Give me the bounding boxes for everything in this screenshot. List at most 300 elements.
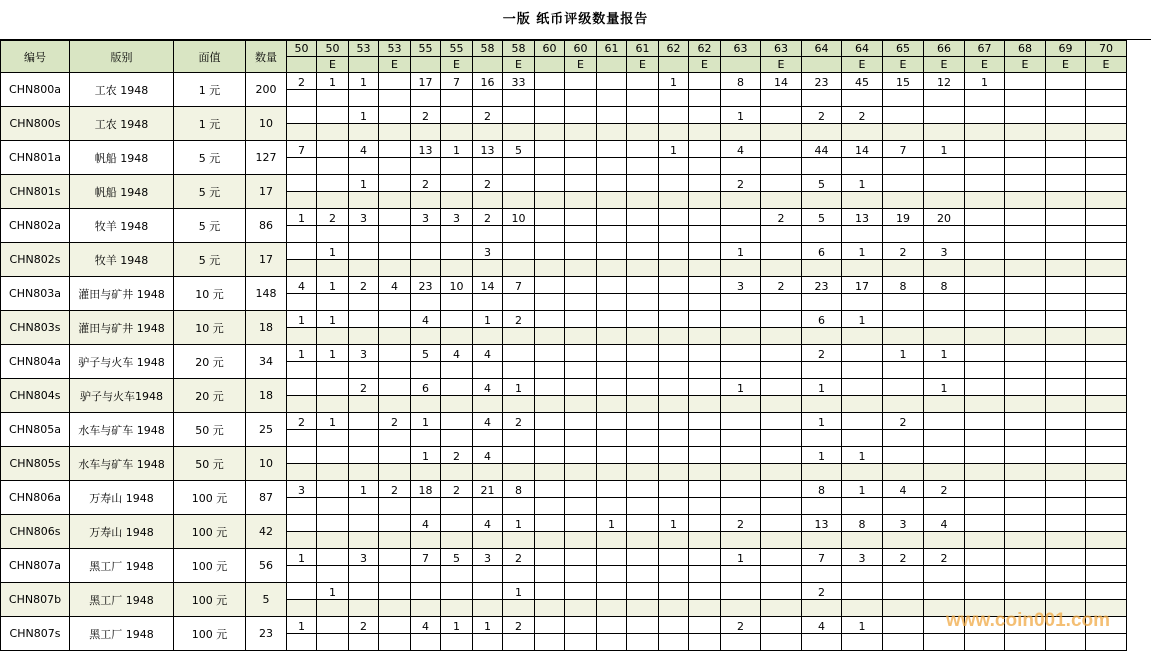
empty-cell xyxy=(802,600,842,617)
empty-cell xyxy=(441,430,473,447)
grade-cell xyxy=(627,413,659,430)
grade-cell xyxy=(883,617,924,634)
grade-cell xyxy=(565,175,597,192)
empty-cell xyxy=(627,430,659,447)
empty-cell xyxy=(965,566,1005,583)
report-title-bar xyxy=(0,0,1151,40)
grade-cell: 3 xyxy=(883,515,924,532)
empty-cell xyxy=(535,396,565,413)
empty-cell xyxy=(503,90,535,107)
grade-cell xyxy=(689,379,721,396)
grade-cell: 3 xyxy=(411,209,441,226)
grade-cell: 1 xyxy=(287,311,317,328)
empty-cell xyxy=(924,362,965,379)
empty-cell xyxy=(597,192,627,209)
grade-cell xyxy=(1005,583,1046,600)
empty-cell xyxy=(1046,328,1086,345)
empty-cell xyxy=(924,396,965,413)
cell-variety: 黑工厂 1948 xyxy=(70,583,174,617)
grade-suffix xyxy=(721,57,761,73)
empty-cell xyxy=(689,192,721,209)
grade-cell xyxy=(597,209,627,226)
cell-variety: 万寿山 1948 xyxy=(70,481,174,515)
grade-cell: 2 xyxy=(924,481,965,498)
grade-header: 70 xyxy=(1086,41,1127,57)
empty-cell xyxy=(473,430,503,447)
empty-cell xyxy=(1005,192,1046,209)
empty-cell xyxy=(883,294,924,311)
empty-cell xyxy=(924,464,965,481)
cell-denom: 5 元 xyxy=(174,141,246,175)
grade-cell: 1 xyxy=(317,243,349,260)
empty-cell xyxy=(659,328,689,345)
cell-variety: 黑工厂 1948 xyxy=(70,617,174,651)
empty-cell xyxy=(503,634,535,651)
empty-cell xyxy=(565,90,597,107)
grade-header: 68 xyxy=(1005,41,1046,57)
grade-cell: 4 xyxy=(721,141,761,158)
grade-cell xyxy=(287,515,317,532)
empty-cell xyxy=(1046,226,1086,243)
empty-cell xyxy=(842,566,883,583)
empty-cell xyxy=(761,430,802,447)
table-row xyxy=(1,481,1127,498)
empty-cell xyxy=(565,600,597,617)
empty-cell xyxy=(503,362,535,379)
cell-count: 18 xyxy=(246,311,287,345)
grade-cell: 7 xyxy=(441,73,473,90)
grade-cell: 1 xyxy=(441,141,473,158)
grade-cell xyxy=(565,141,597,158)
empty-cell xyxy=(565,464,597,481)
grade-cell xyxy=(1086,515,1127,532)
grade-suffix xyxy=(802,57,842,73)
cell-code: CHN800a xyxy=(1,73,70,107)
cell-code: CHN806a xyxy=(1,481,70,515)
empty-cell xyxy=(411,600,441,617)
empty-cell xyxy=(349,294,379,311)
empty-cell xyxy=(965,328,1005,345)
empty-cell xyxy=(842,328,883,345)
grade-cell xyxy=(379,379,411,396)
empty-cell xyxy=(883,158,924,175)
grade-cell xyxy=(659,549,689,566)
empty-cell xyxy=(535,192,565,209)
grade-cell xyxy=(565,413,597,430)
grade-cell: 7 xyxy=(411,549,441,566)
grade-cell: 1 xyxy=(659,73,689,90)
table-row xyxy=(1,209,1127,226)
grade-cell xyxy=(535,447,565,464)
grade-cell xyxy=(597,447,627,464)
grade-cell xyxy=(1046,141,1086,158)
grade-header: 60 xyxy=(535,41,565,57)
empty-cell xyxy=(761,124,802,141)
grade-cell: 1 xyxy=(317,583,349,600)
empty-cell xyxy=(535,328,565,345)
grade-cell xyxy=(627,175,659,192)
empty-cell xyxy=(287,158,317,175)
cell-count: 56 xyxy=(246,549,287,583)
grade-cell: 14 xyxy=(842,141,883,158)
grade-cell xyxy=(597,413,627,430)
empty-cell xyxy=(802,226,842,243)
empty-cell xyxy=(441,158,473,175)
empty-cell xyxy=(659,294,689,311)
cell-variety: 帆船 1948 xyxy=(70,175,174,209)
empty-cell xyxy=(379,362,411,379)
grade-cell xyxy=(761,175,802,192)
grade-cell: 4 xyxy=(473,413,503,430)
grade-suffix: E xyxy=(1005,57,1046,73)
grade-cell: 7 xyxy=(503,277,535,294)
empty-cell xyxy=(802,328,842,345)
empty-cell xyxy=(411,192,441,209)
empty-cell xyxy=(721,124,761,141)
grade-cell xyxy=(1046,107,1086,124)
grade-cell: 2 xyxy=(287,413,317,430)
cell-variety: 水车与矿车 1948 xyxy=(70,447,174,481)
grade-cell xyxy=(1005,379,1046,396)
grade-cell: 2 xyxy=(349,277,379,294)
grade-cell xyxy=(627,549,659,566)
empty-cell xyxy=(379,294,411,311)
empty-cell xyxy=(761,158,802,175)
empty-cell xyxy=(317,532,349,549)
grade-cell: 12 xyxy=(924,73,965,90)
grade-cell xyxy=(965,107,1005,124)
grade-suffix: E xyxy=(379,57,411,73)
grade-header: 58 xyxy=(473,41,503,57)
cell-denom: 100 元 xyxy=(174,549,246,583)
grade-cell xyxy=(379,515,411,532)
grade-cell: 1 xyxy=(842,175,883,192)
grade-cell xyxy=(883,107,924,124)
empty-cell xyxy=(597,328,627,345)
grade-cell xyxy=(1005,345,1046,362)
empty-cell xyxy=(1086,124,1127,141)
grade-header: 55 xyxy=(441,41,473,57)
grade-cell xyxy=(659,379,689,396)
grade-cell: 4 xyxy=(379,277,411,294)
grade-cell: 1 xyxy=(287,345,317,362)
cell-denom: 100 元 xyxy=(174,583,246,617)
grade-cell: 3 xyxy=(349,209,379,226)
empty-cell xyxy=(1046,362,1086,379)
cell-count: 34 xyxy=(246,345,287,379)
grade-cell xyxy=(965,379,1005,396)
cell-denom: 5 元 xyxy=(174,243,246,277)
empty-cell xyxy=(965,362,1005,379)
grade-cell xyxy=(317,447,349,464)
empty-cell xyxy=(689,600,721,617)
grade-cell xyxy=(535,73,565,90)
empty-cell xyxy=(965,532,1005,549)
empty-cell xyxy=(721,634,761,651)
empty-cell xyxy=(689,464,721,481)
table-row xyxy=(1,515,1127,532)
grade-cell xyxy=(597,243,627,260)
grade-cell: 4 xyxy=(924,515,965,532)
grade-cell xyxy=(627,447,659,464)
grade-cell: 3 xyxy=(924,243,965,260)
grade-cell xyxy=(842,583,883,600)
grade-cell xyxy=(761,243,802,260)
grade-cell: 5 xyxy=(802,209,842,226)
grade-cell xyxy=(503,107,535,124)
empty-cell xyxy=(473,226,503,243)
grade-cell xyxy=(965,277,1005,294)
grade-cell: 14 xyxy=(761,73,802,90)
empty-cell xyxy=(441,566,473,583)
empty-cell xyxy=(883,124,924,141)
empty-cell xyxy=(473,294,503,311)
grade-cell xyxy=(1086,209,1127,226)
empty-cell xyxy=(802,532,842,549)
grade-cell xyxy=(1086,447,1127,464)
grade-cell: 4 xyxy=(287,277,317,294)
grade-cell xyxy=(1005,141,1046,158)
grade-cell xyxy=(287,447,317,464)
grade-cell: 1 xyxy=(924,141,965,158)
grade-cell xyxy=(379,345,411,362)
grade-cell xyxy=(689,447,721,464)
grade-cell: 4 xyxy=(349,141,379,158)
cell-variety: 灌田与矿井 1948 xyxy=(70,311,174,345)
grade-cell: 2 xyxy=(503,549,535,566)
grade-cell: 1 xyxy=(317,73,349,90)
grade-cell xyxy=(317,481,349,498)
empty-cell xyxy=(1086,192,1127,209)
grade-cell: 5 xyxy=(503,141,535,158)
empty-cell xyxy=(535,90,565,107)
empty-cell xyxy=(802,294,842,311)
empty-cell xyxy=(689,498,721,515)
grade-cell xyxy=(965,481,1005,498)
empty-cell xyxy=(1046,192,1086,209)
grade-cell xyxy=(1086,73,1127,90)
grade-cell xyxy=(924,447,965,464)
empty-cell xyxy=(627,90,659,107)
grade-cell xyxy=(441,515,473,532)
grade-cell xyxy=(535,311,565,328)
grade-cell xyxy=(965,583,1005,600)
grade-cell: 1 xyxy=(842,617,883,634)
empty-cell xyxy=(689,260,721,277)
empty-cell xyxy=(924,90,965,107)
empty-cell xyxy=(721,566,761,583)
grade-cell xyxy=(1005,175,1046,192)
grade-cell xyxy=(689,175,721,192)
table-row xyxy=(1,583,1127,600)
empty-cell xyxy=(441,362,473,379)
empty-cell xyxy=(535,634,565,651)
empty-cell xyxy=(535,158,565,175)
cell-count: 148 xyxy=(246,277,287,311)
grade-cell xyxy=(379,107,411,124)
grade-cell xyxy=(1086,549,1127,566)
header-count: 数量 xyxy=(246,41,287,73)
empty-cell xyxy=(965,464,1005,481)
empty-cell xyxy=(379,158,411,175)
grade-cell: 1 xyxy=(287,549,317,566)
grade-cell xyxy=(287,175,317,192)
grade-header: 53 xyxy=(349,41,379,57)
grade-cell: 3 xyxy=(721,277,761,294)
empty-cell xyxy=(441,328,473,345)
grade-cell: 1 xyxy=(597,515,627,532)
grade-cell xyxy=(721,481,761,498)
grade-cell xyxy=(565,311,597,328)
empty-cell xyxy=(802,396,842,413)
empty-cell xyxy=(689,226,721,243)
empty-cell xyxy=(441,396,473,413)
empty-cell xyxy=(721,158,761,175)
empty-cell xyxy=(1005,90,1046,107)
empty-cell xyxy=(565,430,597,447)
empty-cell xyxy=(659,566,689,583)
cell-denom: 1 元 xyxy=(174,73,246,107)
grade-cell xyxy=(379,583,411,600)
grade-cell xyxy=(883,175,924,192)
empty-cell xyxy=(565,566,597,583)
grade-cell xyxy=(1046,515,1086,532)
empty-cell xyxy=(627,328,659,345)
grade-cell xyxy=(1005,243,1046,260)
grade-cell xyxy=(721,447,761,464)
empty-cell xyxy=(503,430,535,447)
header-code: 编号 xyxy=(1,41,70,73)
grade-cell xyxy=(1046,549,1086,566)
grade-cell xyxy=(761,345,802,362)
empty-cell xyxy=(659,532,689,549)
grade-cell: 2 xyxy=(317,209,349,226)
grade-cell: 8 xyxy=(721,73,761,90)
grade-cell: 2 xyxy=(473,107,503,124)
grade-header: 50 xyxy=(287,41,317,57)
cell-denom: 100 元 xyxy=(174,481,246,515)
grade-cell: 1 xyxy=(317,345,349,362)
grade-cell: 4 xyxy=(411,515,441,532)
grade-cell xyxy=(317,549,349,566)
empty-cell xyxy=(965,634,1005,651)
grade-cell: 6 xyxy=(802,311,842,328)
empty-cell xyxy=(349,532,379,549)
table-row xyxy=(1,141,1127,158)
empty-cell xyxy=(597,226,627,243)
grade-cell xyxy=(689,277,721,294)
grade-cell: 4 xyxy=(802,617,842,634)
grade-cell xyxy=(565,617,597,634)
grade-cell: 1 xyxy=(503,379,535,396)
cell-count: 87 xyxy=(246,481,287,515)
empty-cell xyxy=(411,328,441,345)
empty-cell xyxy=(535,362,565,379)
grade-cell xyxy=(287,243,317,260)
empty-cell xyxy=(349,124,379,141)
cell-variety: 黑工厂 1948 xyxy=(70,549,174,583)
empty-cell xyxy=(1005,124,1046,141)
grade-cell xyxy=(473,583,503,600)
grading-table xyxy=(0,40,1127,651)
grade-cell: 1 xyxy=(842,311,883,328)
empty-cell xyxy=(883,464,924,481)
empty-cell xyxy=(627,634,659,651)
grade-cell: 16 xyxy=(473,73,503,90)
grade-cell xyxy=(349,413,379,430)
grade-cell: 2 xyxy=(503,311,535,328)
empty-cell xyxy=(565,498,597,515)
empty-cell xyxy=(965,260,1005,277)
grade-cell xyxy=(761,107,802,124)
grade-cell xyxy=(441,583,473,600)
empty-cell xyxy=(883,634,924,651)
empty-cell xyxy=(349,226,379,243)
cell-denom: 1 元 xyxy=(174,107,246,141)
grade-cell: 15 xyxy=(883,73,924,90)
empty-cell xyxy=(503,498,535,515)
grade-cell xyxy=(689,583,721,600)
empty-cell xyxy=(721,226,761,243)
grade-cell xyxy=(503,447,535,464)
empty-cell xyxy=(349,192,379,209)
grade-cell: 2 xyxy=(349,617,379,634)
empty-cell xyxy=(597,260,627,277)
grade-cell xyxy=(1005,277,1046,294)
grade-cell: 7 xyxy=(883,141,924,158)
empty-cell xyxy=(473,464,503,481)
grade-suffix xyxy=(597,57,627,73)
empty-cell xyxy=(287,294,317,311)
empty-cell xyxy=(287,634,317,651)
grade-cell: 1 xyxy=(349,73,379,90)
empty-cell xyxy=(287,566,317,583)
grade-cell xyxy=(535,583,565,600)
empty-cell xyxy=(924,158,965,175)
empty-cell xyxy=(473,90,503,107)
grade-suffix xyxy=(535,57,565,73)
grade-header: 50 xyxy=(317,41,349,57)
grade-cell xyxy=(441,243,473,260)
grade-cell xyxy=(535,107,565,124)
grade-cell xyxy=(1005,311,1046,328)
grade-cell: 1 xyxy=(411,413,441,430)
grade-cell xyxy=(689,107,721,124)
grade-cell xyxy=(1046,379,1086,396)
empty-cell xyxy=(1005,634,1046,651)
grade-cell xyxy=(721,345,761,362)
empty-cell xyxy=(842,498,883,515)
empty-cell xyxy=(379,600,411,617)
empty-cell xyxy=(349,498,379,515)
empty-cell xyxy=(411,464,441,481)
cell-variety: 灌田与矿井 1948 xyxy=(70,277,174,311)
grade-cell xyxy=(1086,311,1127,328)
grade-cell xyxy=(1086,141,1127,158)
grade-cell xyxy=(965,209,1005,226)
cell-denom: 5 元 xyxy=(174,175,246,209)
grade-cell xyxy=(287,583,317,600)
empty-cell xyxy=(721,498,761,515)
grade-cell: 1 xyxy=(317,311,349,328)
empty-cell xyxy=(721,260,761,277)
cell-variety: 万寿山 1948 xyxy=(70,515,174,549)
empty-cell xyxy=(565,158,597,175)
empty-cell xyxy=(349,600,379,617)
grade-cell: 2 xyxy=(761,277,802,294)
cell-count: 127 xyxy=(246,141,287,175)
empty-cell xyxy=(802,634,842,651)
